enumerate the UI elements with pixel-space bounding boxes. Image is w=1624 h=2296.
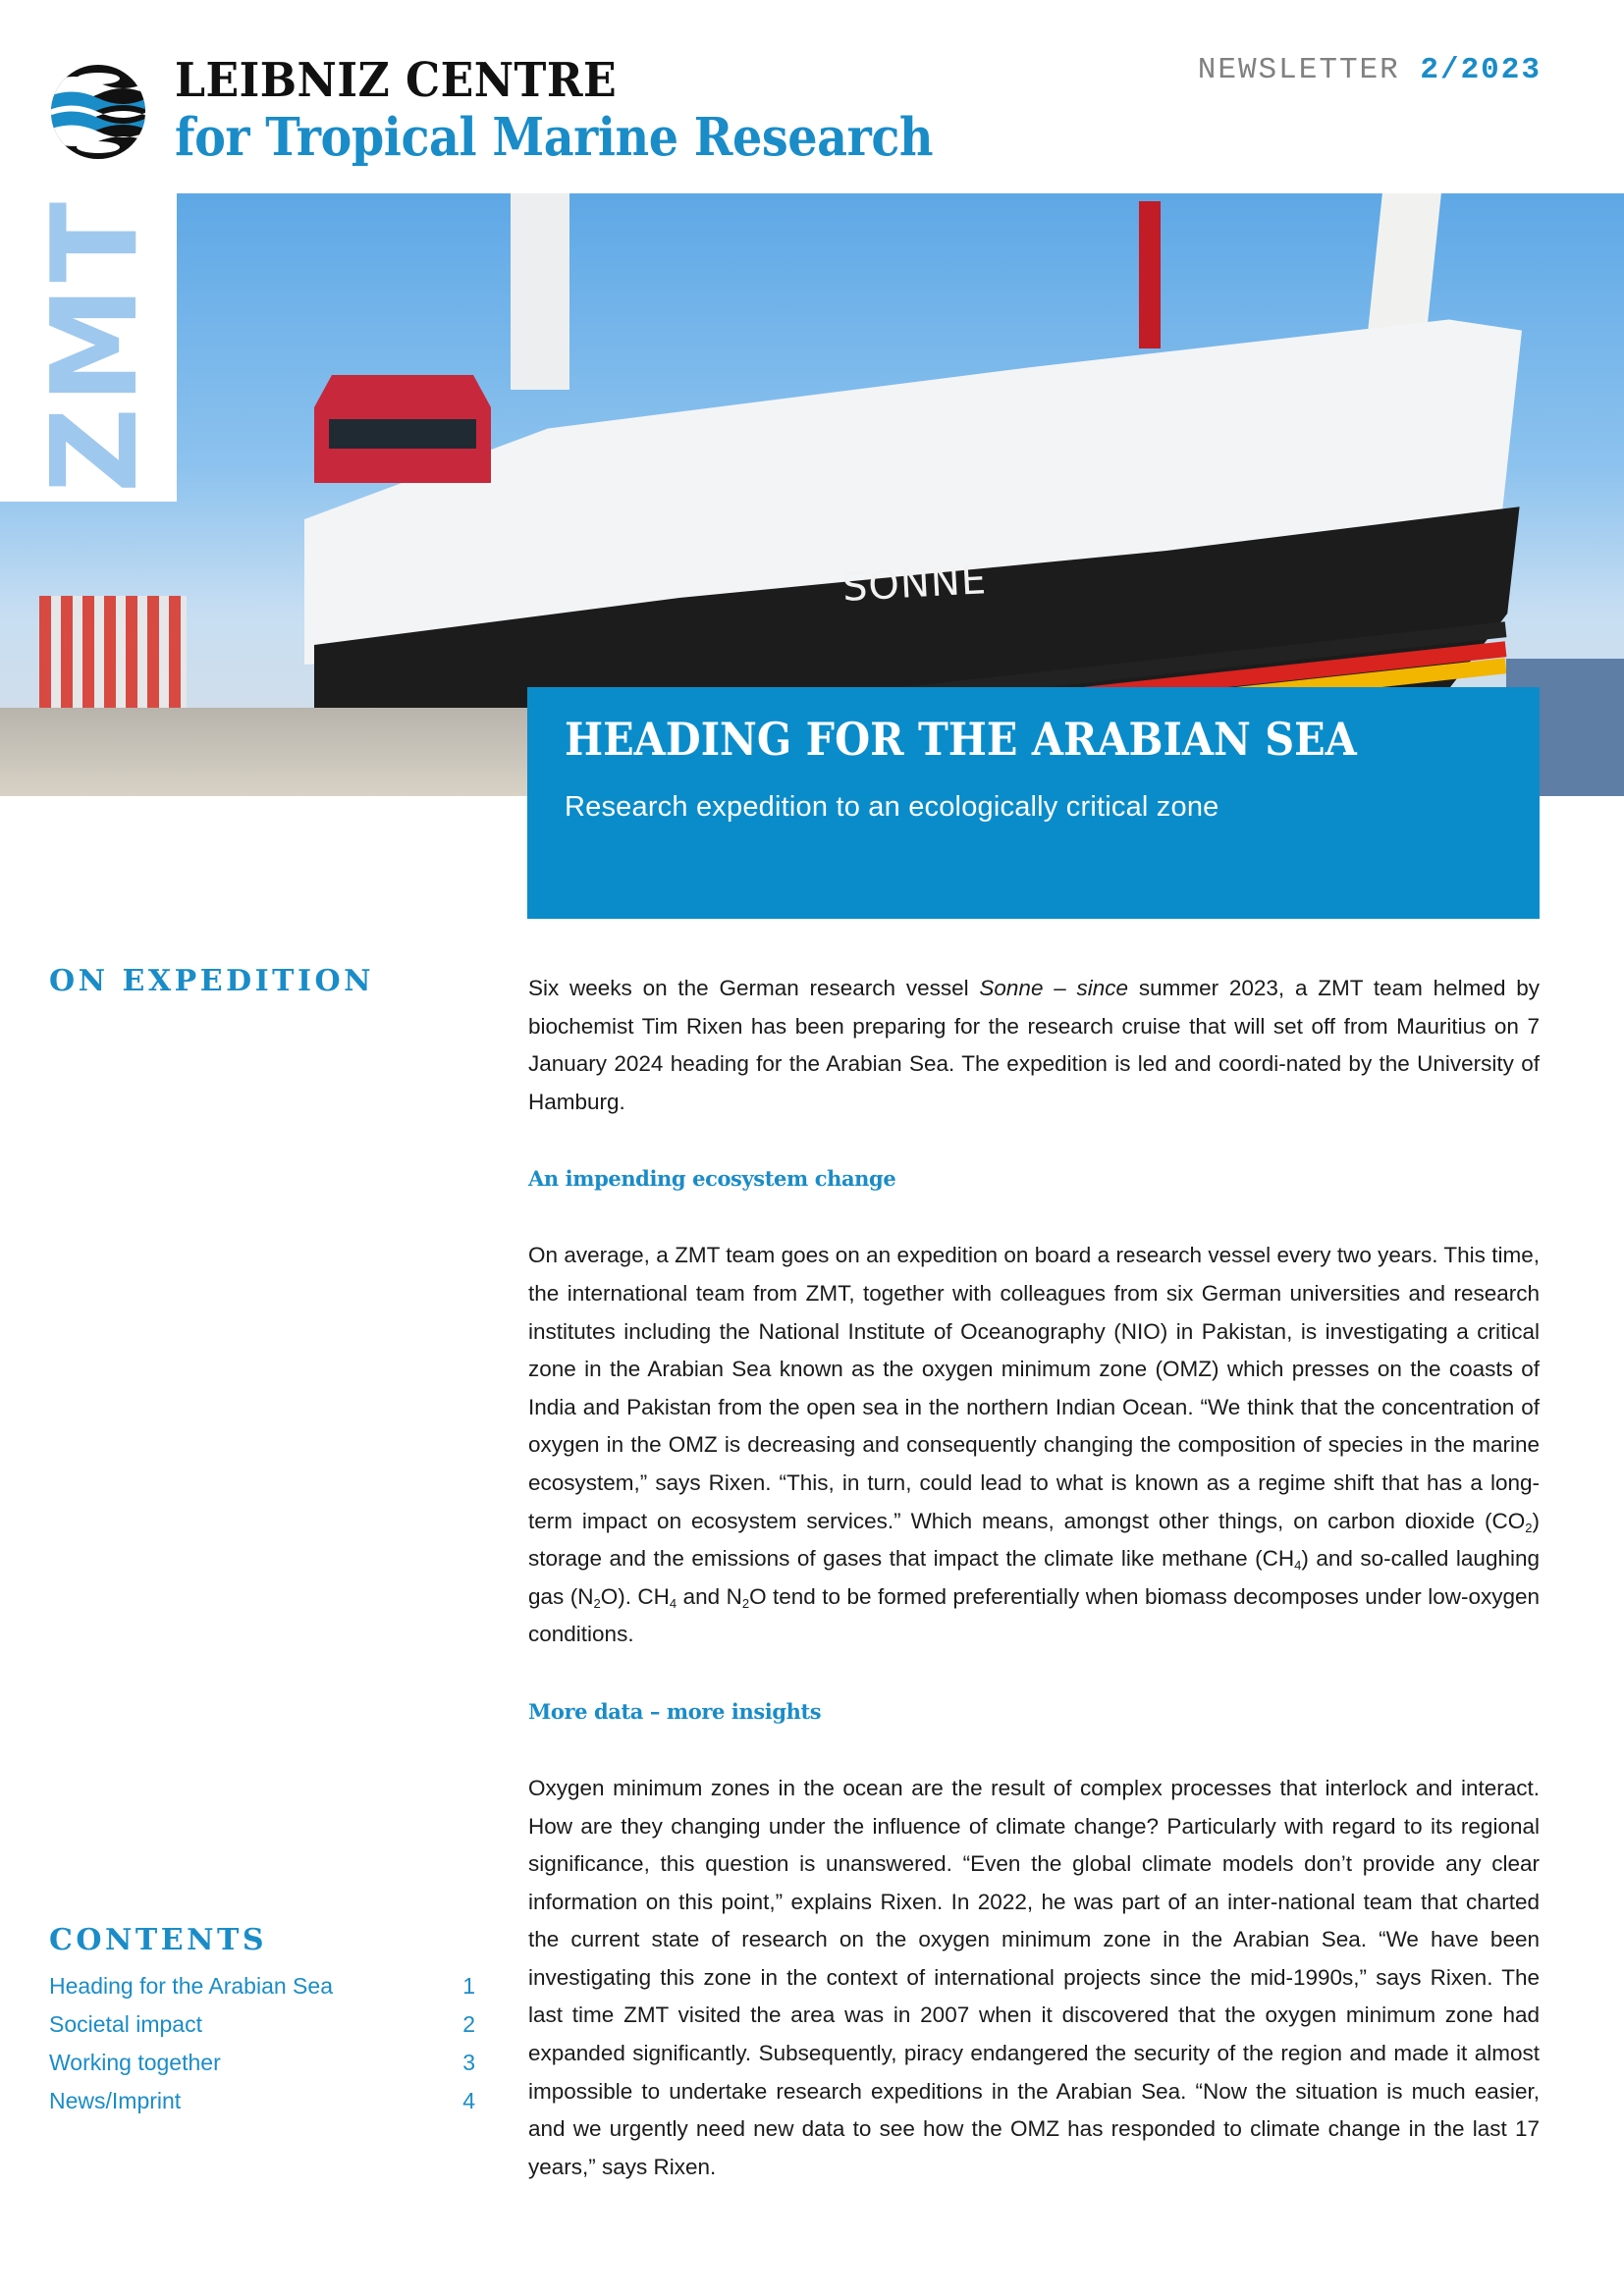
section-heading-ecosystem-change: An impending ecosystem change — [528, 1166, 896, 1192]
zmt-side-panel — [0, 193, 177, 502]
toc-item[interactable] — [49, 2005, 475, 2044]
article-title: HEADING FOR THE ARABIAN SEA — [565, 713, 1357, 766]
section-heading-more-data: More data – more insights — [528, 1698, 822, 1724]
newsletter-label: NEWSLETTER — [1197, 53, 1400, 87]
article-body — [528, 970, 1540, 2186]
article-title-box — [527, 687, 1540, 919]
zmt-vertical-wordmark: ZMT — [27, 197, 164, 494]
brand-subtitle: for Tropical Marine Research — [175, 107, 934, 168]
toc-item-page: 2 — [462, 2011, 475, 2037]
bridge-windows — [329, 419, 476, 449]
toc-item[interactable] — [49, 1967, 475, 2005]
ship-mast — [511, 193, 569, 390]
toc-item-label: Heading for the Arabian Sea — [49, 1973, 333, 1999]
brand-name: LEIBNIZ CENTRE — [175, 53, 618, 108]
article-subtitle: Research expedition to an ecologically critical zone — [565, 791, 1219, 823]
toc-item-label: Working together — [49, 2050, 221, 2075]
ship-crane — [1139, 201, 1161, 348]
ship-name-label: SONNE — [840, 558, 989, 611]
newsletter-issue-label — [1198, 55, 1542, 85]
toc-item-page: 3 — [462, 2050, 475, 2075]
toc-item[interactable] — [49, 2082, 475, 2120]
table-of-contents — [49, 1923, 475, 2120]
issue-number: 2/2023 — [1420, 53, 1542, 87]
paragraph-more-data: Oxygen minimum zones in the ocean are the result of complex processes that interlock and interact. How are they changing under the influence of climate change? Particularly with regard to its regional significance, this question is unanswered. “Even the global climate models don’t provide any clear information on this point,” explains Rixen. In 2022, he was part of an inter-national team that charted the current state of research on the oxygen minimum zone in the Arabian Sea. “We have been investigating this zone in the context of international projects since the mid-1990s,” says Rixen. The last time ZMT visited the area was in 2007 when it discovered that the oxygen minimum zone had expanded significantly. Subsequently, piracy endangered the security of the region and made it almost impossible to undertake research expeditions in the Arabian Sea. “Now the situation is much easier, and we urgently need new data to see how the OMZ has responded to climate change in the last 17 years,” says Rixen. — [528, 1775, 1540, 2179]
ship-fore-mast — [1367, 193, 1441, 341]
zmt-wave-logo-icon — [49, 61, 147, 163]
toc-item-page: 1 — [462, 1973, 475, 1999]
toc-item[interactable] — [49, 2044, 475, 2082]
intro-paragraph: Six weeks on the German research vessel Sonne – since summer 2023, a ZMT team helmed by biochemist Tim Rixen has been preparing for the research cruise that will set off from Mauritius on 7 January 2024 heading for the Arabian Sea. The expedition is led and coordi-nated by the University of Hamburg. — [528, 976, 1540, 1114]
toc-item-label: News/Imprint — [49, 2088, 182, 2113]
toc-item-label: Societal impact — [49, 2011, 202, 2037]
section-label: ON EXPEDITION — [49, 964, 375, 998]
toc-item-page: 4 — [462, 2088, 475, 2113]
contents-title: CONTENTS — [49, 1923, 268, 1957]
paragraph-ecosystem-change: On average, a ZMT team goes on an expedition on board a research vessel every two years. This time, the international team from ZMT, together with colleagues from six German universities and research institutes including the National Institute of Oceanography (NIO) in Pakistan, is investigating a critical zone in the Arabian Sea known as the oxygen minimum zone (OMZ) which presses on the coasts of India and Pakistan from the open sea in the northern Indian Ocean. “We think that the concentration of oxygen in the OMZ is decreasing and consequently changing the composition of species in the marine ecosystem,” says Rixen. “This, in turn, could lead to what is known as a regime shift that has a long-term impact on ecosystem services.” Which means, amongst other things, on carbon dioxide $(CO_2)$ storage and the emissions of gases that impact the climate like methane $(CH_4)$ and so-called laughing gas $(N_2O)$. $CH_4$ and $N_2O$ tend to be formed preferentially when biomass decomposes under low-oxygen conditions. — [528, 1243, 1541, 1647]
